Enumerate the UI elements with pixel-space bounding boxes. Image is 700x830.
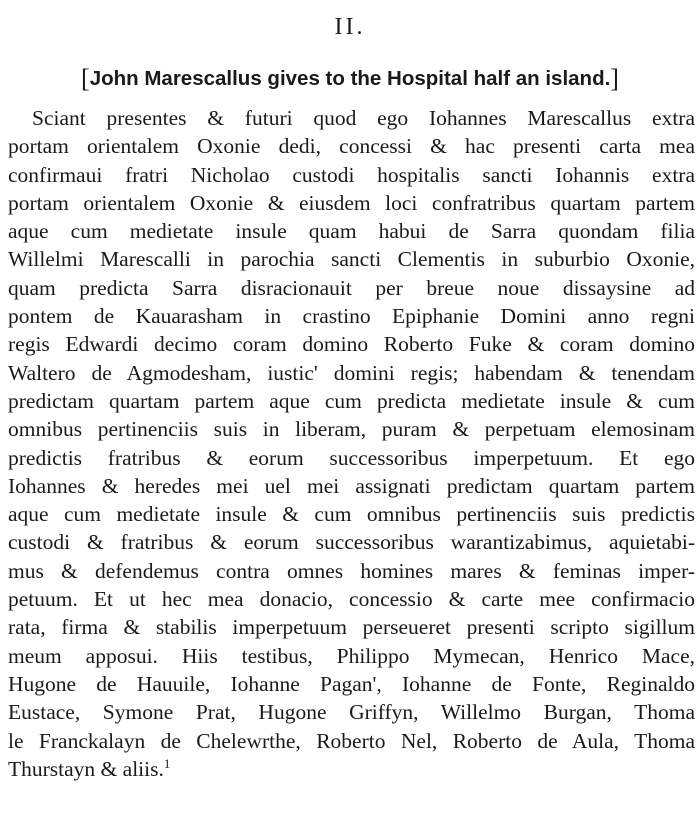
text-line: Eustace, Symone Prat, Hugone Griffyn, Willelmo Burgan, Thoma — [8, 700, 695, 725]
charter-heading — [6, 62, 694, 92]
final-line-text: Thurstayn & aliis. — [8, 756, 164, 781]
text-line: rata, firma & stabilis imperpetuum perseueret presenti scripto sigillum — [8, 615, 695, 640]
text-line: predictam quartam partem aque cum predicta medietate insule & cum — [8, 388, 695, 413]
text-line: Waltero de Agmodesham, iustic' domini regis; habendam & tenendam — [8, 360, 695, 385]
text-line: meum apposui. Hiis testibus, Philippo Mymecan, Henrico Mace, — [8, 643, 695, 668]
text-line-last — [8, 755, 695, 783]
text-line: le Franckalayn de Chelewrthe, Roberto Nel, Roberto de Aula, Thoma — [8, 728, 695, 753]
charter-body — [8, 104, 695, 783]
text-line: Willelmi Marescalli in parochia sancti Clementis in suburbio Oxonie, — [8, 247, 695, 272]
text-line: portam orientalem Oxonie dedi, concessi & hac presenti carta mea — [8, 134, 695, 159]
text-line: Sciant presentes & futuri quod ego Iohannes Marescallus extra — [32, 106, 695, 130]
text-line: petuum. Et ut hec mea donacio, concessio & carte mee confirmacio — [8, 587, 695, 612]
text-line: portam orientalem Oxonie & eiusdem loci confratribus quartam partem — [8, 190, 695, 215]
text-line: aque cum medietate insule quam habui de Sarra quondam filia — [8, 219, 695, 244]
charter-number: II. — [334, 14, 366, 40]
text-line: quam predicta Sarra disracionauit per breue noue dissaysine ad — [8, 275, 695, 300]
text-line: confirmaui fratri Nicholao custodi hospitalis sancti Iohannis extra — [8, 162, 695, 187]
text-line: predictis fratribus & eorum successoribus imperpetuum. Et ego — [8, 445, 695, 470]
text-line: Iohannes & heredes mei uel mei assignati predictam quartam partem — [8, 473, 695, 498]
heading-close-bracket: ] — [610, 64, 619, 93]
heading-text: John Marescallus gives to the Hospital half an island. — [89, 67, 611, 90]
text-line: omnibus pertinenciis suis in liberam, puram & perpetuam elemosinam — [8, 417, 695, 442]
text-line: pontem de Kauarasham in crastino Epiphanie Domini anno regni — [8, 304, 695, 329]
text-line: mus & defendemus contra omnes homines mares & feminas imper- — [8, 558, 695, 583]
text-line: custodi & fratribus & eorum successoribus warantizabimus, aquietabi- — [8, 530, 695, 555]
text-line: aque cum medietate insule & cum omnibus pertinenciis suis predictis — [8, 502, 695, 527]
footnote-marker: 1 — [163, 755, 171, 771]
text-line: Hugone de Hauuile, Iohanne Pagan', Iohanne de Fonte, Reginaldo — [8, 671, 695, 696]
heading-open-bracket: [ — [81, 64, 90, 93]
text-line: regis Edwardi decimo coram domino Roberto Fuke & coram domino — [8, 332, 695, 357]
